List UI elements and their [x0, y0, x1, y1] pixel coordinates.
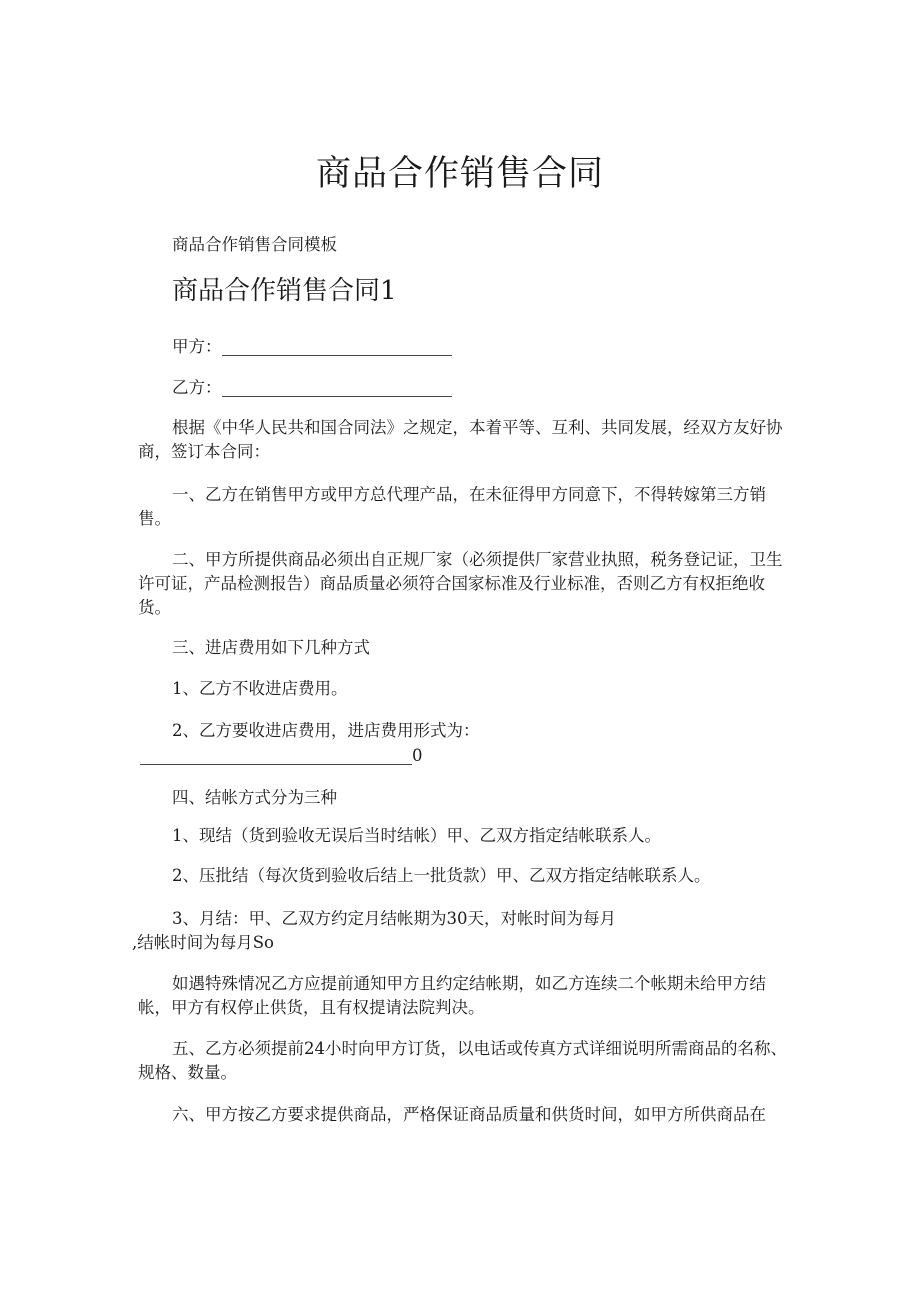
clause-4: 四、结帐方式分为三种: [172, 788, 337, 807]
clause-4-1: 1、现结（货到验收无误后当时结帐）甲、乙双方指定结帐联系人。: [172, 826, 661, 845]
party-b-label: 乙方：: [172, 378, 222, 397]
clause-3: 三、进店费用如下几种方式: [172, 638, 370, 657]
preamble: 根据《中华人民共和国合同法》之规定，本着平等、互利、共同发展，经双方友好协商，签订本合同：: [138, 418, 783, 461]
clause-4-2: 2、压批结（每次货到验收后结上一批货款）甲、乙双方指定结帐联系人。: [172, 866, 711, 885]
clause-4-3-line1: 3、月结：甲、乙双方约定月结帐期为30天，对帐时间为每月: [172, 909, 616, 928]
clause-3-2-blank-line: [140, 744, 423, 768]
party-a-blank: [222, 355, 452, 356]
document-title: 商品合作销售合同: [315, 154, 604, 194]
section-heading: 商品合作销售合同1: [172, 276, 397, 306]
template-label: 商品合作销售合同模板: [172, 235, 337, 254]
clause-3-1: 1、乙方不收进店费用。: [172, 679, 348, 698]
clause-3-2: 2、乙方要收进店费用，进店费用形式为：: [172, 721, 480, 740]
party-a-line: [172, 335, 452, 359]
party-a-label: 甲方：: [172, 337, 222, 356]
clause-6: 六、甲方按乙方要求提供商品，严格保证商品质量和供货时间，如甲方所供商品在: [172, 1105, 766, 1124]
clause-1: 一、乙方在销售甲方或甲方总代理产品，在未征得甲方同意下，不得转嫁第三方销售。: [138, 485, 766, 528]
party-b-blank: [222, 396, 452, 397]
clause-2: 二、甲方所提供商品必须出自正规厂家（必须提供厂家营业执照，税务登记证，卫生许可证，产品检测报告）商品质量必须符合国家标准及行业标准，否则乙方有权拒绝收货。: [138, 550, 783, 617]
fee-form-blank: [140, 764, 412, 765]
clause-5: 五、乙方必须提前24小时向甲方订货，以电话或传真方式详细说明所需商品的名称、规格、数量。: [138, 1039, 787, 1082]
clause-4-3-line2: ,结帐时间为每月So: [132, 933, 274, 952]
party-b-line: [172, 376, 452, 400]
clause-special: 如遇特殊情况乙方应提前通知甲方且约定结帐期，如乙方连续二个帐期未给甲方结帐，甲方有权停止供货，且有权提请法院判决。: [138, 974, 766, 1017]
clause-3-2-end: 0: [412, 746, 423, 765]
